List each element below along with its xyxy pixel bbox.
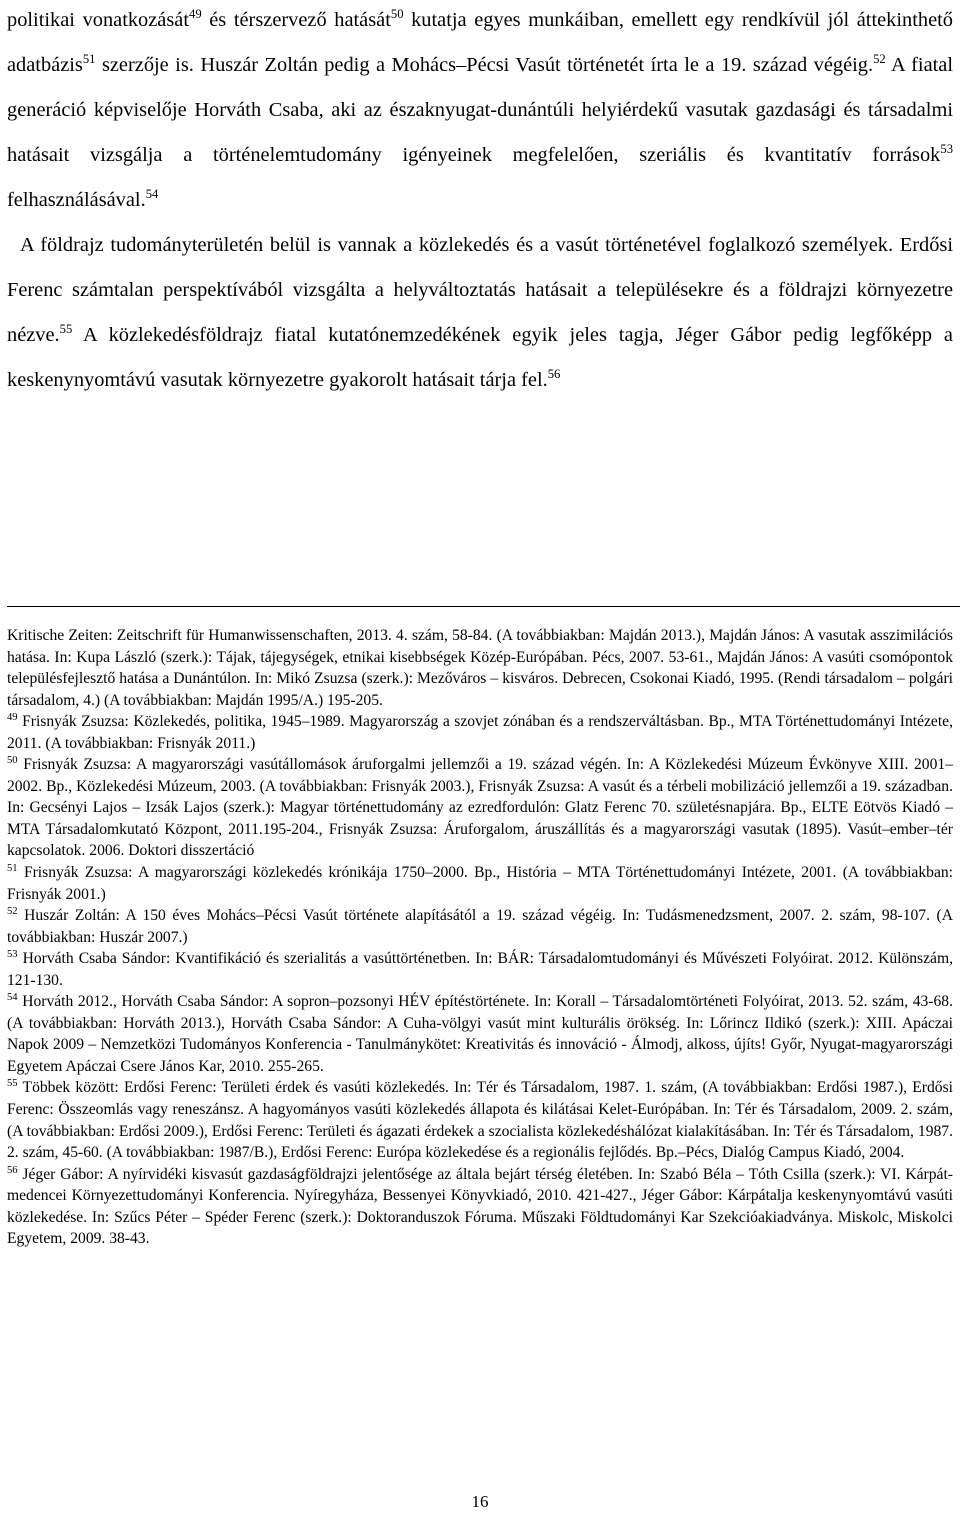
paragraph-text: és térszervező hatását bbox=[201, 9, 391, 31]
footnote-continuation: Kritische Zeiten: Zeitschrift für Humanwissenschaften, 2013. 4. szám, 58-84. (A továbbiakban: Majdán 2013.), Majdán János: A vasutak asszimilációs hatása. In: Kupa László (szerk.): Tájak, tájegységek, etnikai kisebbségek Közép-Európában. Pécs, 2007. 53-61., Majdán János: A vasúti csomópontok településfejlesztő hatása a Dunántúlon. In: Mikó Zsuzsa (szerk.): Mezőváros – kisváros. Debrecen, Csokonai Kiadó, 1995. (Rendi társadalom – polgári társadalom, 4.) (A továbbiakban: Majdán 1995/A.) 195-205. bbox=[7, 627, 953, 709]
footnote-text: Frisnyák Zsuzsa: A magyarországi közlekedés krónikája 1750–2000. Bp., História – MTA Történettudományi Intézete, 2001. (A továbbiakban: Frisnyák 2001.) bbox=[7, 864, 953, 903]
footnote-text: Jéger Gábor: A nyírvidéki kisvasút gazdaságföldrajzi jelentősége az általa bejárt térség életében. In: Szabó Béla – Tóth Csilla (szerk.): VI. Kárpát-medencei Környezettudományi Konferencia. Nyíregyháza, Bessenyei Könyvkiadó, 2010. 421-427., Jéger Gábor: Kárpátalja keskenynyomtávú vasúti közlekedése. In: Szűcs Péter – Spéder Ferenc (szerk.): Doktoranduszok Fóruma. Műszaki Földtudományi Kar Szekcióakiadványa. Miskolc, Miskolci Egyetem, 2009. 38-43. bbox=[7, 1165, 953, 1248]
footnote-number: 54 bbox=[7, 992, 18, 1004]
document-page bbox=[7, 0, 953, 1517]
footnotes bbox=[7, 625, 953, 1250]
footnote-ref-54[interactable]: 54 bbox=[145, 187, 159, 202]
footnote-54 bbox=[7, 991, 953, 1077]
paragraph-text: A közlekedésföldrajz fiatal kutatónemzedékének egyik jeles tagja, Jéger Gábor pedig legfőképp a keskenynyomtávú vasutak környezetre gyakorolt hatásait tárja fel. bbox=[7, 324, 953, 391]
page-number: 16 bbox=[471, 1492, 489, 1511]
footnote-ref-50[interactable]: 50 bbox=[390, 7, 404, 22]
footnote-ref-53[interactable]: 53 bbox=[940, 142, 953, 157]
body-paragraph-2 bbox=[7, 223, 953, 403]
footnote-ref-55[interactable]: 55 bbox=[59, 322, 73, 337]
paragraph-text: politikai vonatkozását bbox=[7, 9, 190, 31]
footnote-text: Frisnyák Zsuzsa: A magyarországi vasútállomások áruforgalmi jellemzői a 19. század végén. In: A Közlekedési Múzeum Évkönyve XIII. 2001–2002. Bp., Közlekedési Múzeum, 2003. (A továbbiakban: Frisnyák 2003.), Frisnyák Zsuzsa: A vasút és a térbeli mobilizáció jellemzői a 19. században. In: Gecsényi Lajos – Izsák Lajos (szerk.): Magyar történettudomány az ezredfordulón: Glatz Ferenc 70. születésnapjára. Bp., ELTE Eötvös Kiadó – MTA Társadalomkutató Központ, 2011.195-204., Frisnyák Zsuzsa: Áruforgalom, áruszállítás és a magyarországi vasutak (1895). Vasút–ember–tér kapcsolatok. 2006. Doktori disszertáció bbox=[7, 756, 953, 860]
footnote-text: Többek között: Erdősi Ferenc: Területi érdek és vasúti közlekedés. In: Tér és Társadalom, 1987. 1. szám, (A továbbiakban: Erdősi 1987.), Erdősi Ferenc: Összeomlás vagy reneszánsz. A hagyományos vasúti közlekedés állapota és kilátásai Kelet-Európában. In: Tér és Társadalom, 2009. 2. szám, (A továbbiakban: Erdősi 2009.), Erdősi Ferenc: Területi és ágazati érdekek a szocialista közlekedéshálózat kialakításában. In: Tér és Társadalom, 1987. 2. szám, 45-60. (A továbbiakban: 1987/B.), Erdősi Ferenc: Európa közlekedése és a regionális fejlődés. Bp.–Pécs, Dialóg Campus Kiadó, 2004. bbox=[7, 1079, 953, 1162]
footnote-51 bbox=[7, 862, 953, 905]
footnote-text: Horváth 2012., Horváth Csaba Sándor: A sopron–pozsonyi HÉV építéstörténete. In: Korall – Társadalomtörténeti Folyóirat, 2013. 52. szám, 43-68. (A továbbiakban: Horváth 2013.), Horváth Csaba Sándor: A Cuha-völgyi vasút mint kulturális örökség. In: Lőrincz Ildikó (szerk.): XIII. Apáczai Napok 2009 – Nemzetközi Tudományos Konferencia - Tanulmánykötet: Kreativitás és innováció - Álmodj, alkoss, újíts! Győr, Nyugat-magyarországi Egyetem Apáczai Csere János Kar, 2010. 255-265. bbox=[7, 993, 953, 1075]
footnote-number: 50 bbox=[7, 755, 18, 767]
footnote-56 bbox=[7, 1164, 953, 1250]
footnote-text: Horváth Csaba Sándor: Kvantifikáció és szerialitás a vasúttörténetben. In: BÁR: Társadalomtudományi és Művészeti Folyóirat. 2012. Különszám, 121-130. bbox=[7, 950, 953, 989]
footnote-number: 51 bbox=[7, 862, 18, 874]
body-paragraph-1 bbox=[7, 0, 953, 223]
footnote-text: Frisnyák Zsuzsa: Közlekedés, politika, 1945–1989. Magyarország a szovjet zónában és a rendszerváltásban. Bp., MTA Történettudományi Intézete, 2011. (A továbbiakban: Frisnyák 2011.) bbox=[7, 713, 953, 752]
paragraph-text: kutatja egyes munkáiban, emellett egy rendkívül jól áttekinthető adatbázis bbox=[7, 9, 953, 76]
footnote-ref-56[interactable]: 56 bbox=[547, 367, 561, 382]
footnote-number: 56 bbox=[7, 1164, 18, 1176]
footnote-53 bbox=[7, 948, 953, 991]
footnote-50 bbox=[7, 754, 953, 862]
paragraph-text: A földrajz tudományterületén belül is vannak a közlekedés és a vasút történetével foglalkozó személyek. Erdősi Ferenc számtalan perspektívából vizsgálta a helyváltoztatás hatásait a településekre és a földrajzi környezetre nézve. bbox=[7, 234, 953, 346]
footnote-separator bbox=[7, 606, 960, 607]
paragraph-text: felhasználásával. bbox=[7, 189, 146, 211]
footnote-55 bbox=[7, 1077, 953, 1163]
footnote-ref-49[interactable]: 49 bbox=[189, 7, 202, 22]
footnote-ref-52[interactable]: 52 bbox=[873, 52, 886, 67]
footnote-number: 49 bbox=[7, 712, 18, 723]
footnote-52 bbox=[7, 905, 953, 948]
footnote-number: 52 bbox=[7, 905, 18, 917]
footnote-number: 55 bbox=[7, 1078, 18, 1090]
paragraph-text: szerzője is. Huszár Zoltán pedig a Mohács–Pécsi Vasút történetét írta le a 19. század végéig. bbox=[95, 54, 874, 76]
footnote-number: 53 bbox=[7, 949, 18, 961]
paragraph-text: A fiatal generáció képviselője Horváth Csaba, aki az északnyugat-dunántúli helyiérdekű vasutak gazdasági és társadalmi hatásait vizsgálja a történelemtudomány igényeinek megfelelően, szeriális és kvantitatív források bbox=[7, 54, 953, 166]
footnote-49 bbox=[7, 711, 953, 754]
footnote-ref-51[interactable]: 51 bbox=[82, 52, 96, 67]
footnote-text: Huszár Zoltán: A 150 éves Mohács–Pécsi Vasút története alapításától a 19. század végéig. In: Tudásmenedzsment, 2007. 2. szám, 98-107. (A továbbiakban: Huszár 2007.) bbox=[7, 907, 953, 946]
